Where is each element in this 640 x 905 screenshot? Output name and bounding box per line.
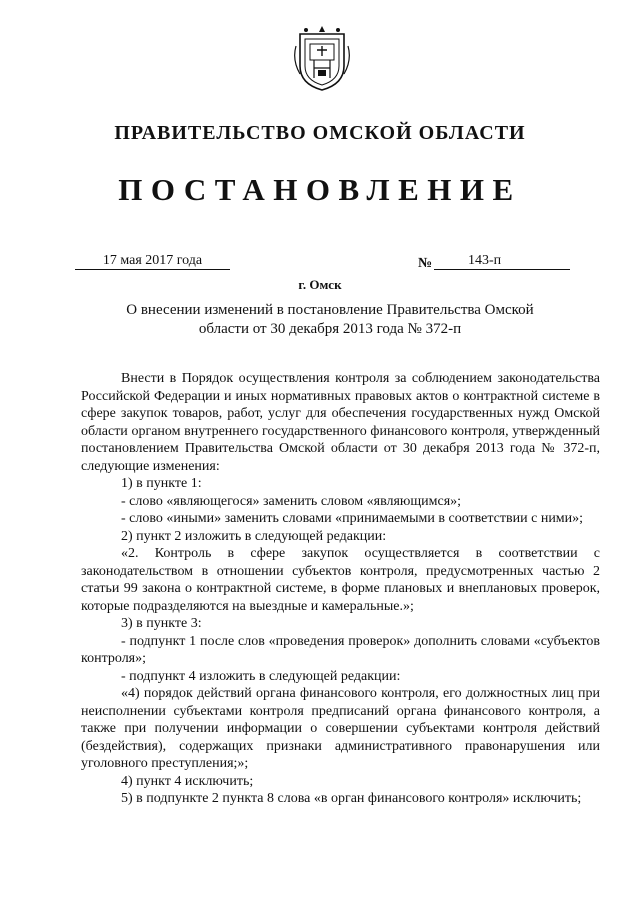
paragraph: - подпункт 4 изложить в следующей редакции: xyxy=(121,668,401,684)
organization-title: ПРАВИТЕЛЬСТВО ОМСКОЙ ОБЛАСТИ xyxy=(114,122,526,144)
document-subject: О внесении изменений в постановление Правительства Омской области от 30 декабря 2013 года № 372-п xyxy=(126,302,534,337)
document-date: 17 мая 2017 года xyxy=(75,253,230,270)
city-label: г. Омск xyxy=(298,277,342,292)
paragraph: 3) в пункте 3: xyxy=(121,616,202,631)
paragraph: 5) в подпункте 2 пункта 8 слова «в орган финансового контроля» исключить; xyxy=(121,791,582,806)
paragraph: 1) в пункте 1: xyxy=(121,476,202,491)
paragraph: 4) пункт 4 исключить; xyxy=(121,773,254,789)
paragraph: - слово «иными» заменить словами «принимаемыми в соответствии с ними»; xyxy=(121,511,584,526)
paragraph: 2) пункт 2 изложить в следующей редакции: xyxy=(121,528,387,544)
document-type-title: ПОСТАНОВЛЕНИЕ xyxy=(118,172,522,207)
document-number: 143-п xyxy=(434,253,570,270)
number-sign: № xyxy=(418,256,433,271)
paragraph: Внести в Порядок осуществления контроля за соблюдением законодательства Российской Федерации и иных нормативных правовых актов о контрактной системе в сфере закупок товаров, работ, услуг для обеспечения государственных нужд Омской области органом внутреннего государственного финансового контроля, утвержденный постановлением Правительства Омской области от 30 декабря 2013 года № 372-п, следующие изменения: xyxy=(81,371,600,474)
omsk-region-coat-of-arms-icon xyxy=(292,26,352,92)
document-body xyxy=(81,370,600,808)
paragraph: - слово «являющегося» заменить словом «являющимся»; xyxy=(121,493,462,509)
paragraph: «4) порядок действий органа финансового контроля, его должностных лиц при неисполнении субъектами контроля предписаний органа финансового контроля, а также при получении информации о совершении субъектами контроля действий (бездействия), содержащих признаки административного правонарушения или уголовного преступления;»; xyxy=(81,686,600,771)
paragraph: «2. Контроль в сфере закупок осуществляется в соответствии с законодательством в отношении субъектов контроля, предусмотренных частью 2 статьи 99 закона о контрактной системе, в форме плановых и внеплановых проверок, которые подразделяются на выездные и камеральные.»; xyxy=(81,546,600,614)
paragraph: - подпункт 1 после слов «проведения проверок» дополнить словами «субъектов контроля»; xyxy=(81,633,600,666)
